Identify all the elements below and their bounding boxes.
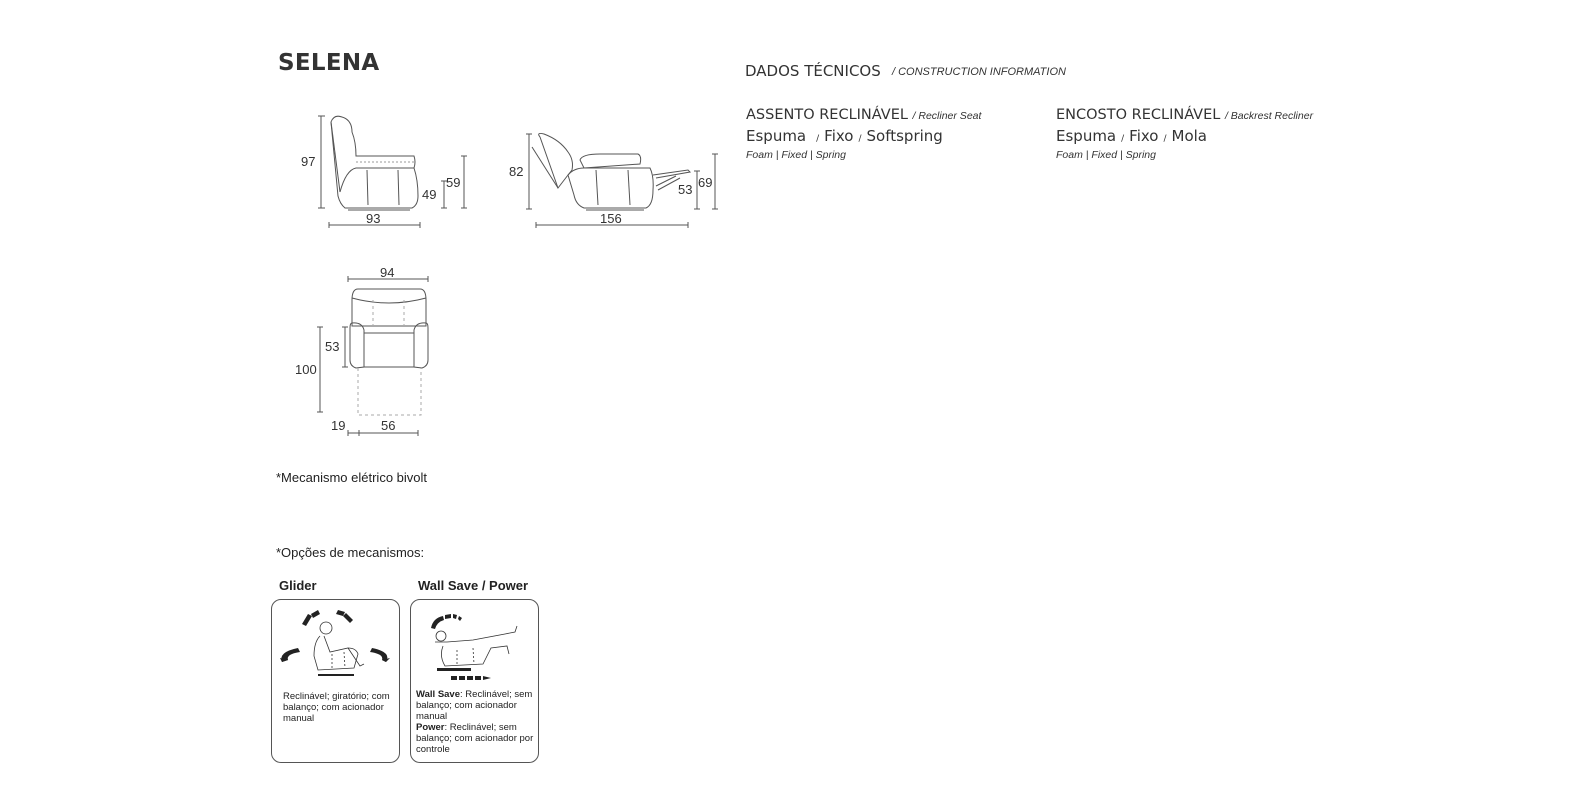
spec-back-material-3: Mola bbox=[1171, 127, 1207, 145]
dim-side-seat-height: 49 bbox=[422, 187, 437, 202]
mechanism-wallsave-title: Wall Save / Power bbox=[418, 578, 529, 593]
mechanism-glider-card bbox=[271, 599, 400, 763]
dim-top-arm-width: 19 bbox=[331, 418, 346, 433]
dim-top-width: 94 bbox=[380, 265, 395, 280]
spec-back-material-2: Fixo bbox=[1129, 127, 1159, 145]
dim-reclined-footrest-height: 53 bbox=[678, 182, 693, 197]
dim-side-arm-height: 59 bbox=[446, 175, 461, 190]
wall-save-recliner-icon bbox=[427, 606, 527, 682]
technical-subtitle: / CONSTRUCTION INFORMATION bbox=[892, 66, 1066, 78]
mechanism-wallsave-card bbox=[410, 599, 539, 763]
dim-reclined-height: 82 bbox=[509, 164, 524, 179]
power-label: Power bbox=[416, 722, 445, 733]
spec-seat-materials-en: Foam | Fixed | Spring bbox=[746, 149, 846, 161]
note-mechanism-options: *Opções de mecanismos: bbox=[276, 545, 425, 560]
dim-top-total-depth: 100 bbox=[295, 362, 317, 377]
dim-reclined-depth: 156 bbox=[600, 211, 622, 226]
spec-back-heading-en: / Backrest Recliner bbox=[1224, 110, 1314, 122]
mechanism-glider-description: Reclinável; giratório; com balanço; com acionador manual bbox=[283, 691, 390, 724]
mechanism-glider-title: Glider bbox=[279, 578, 317, 593]
spec-back-materials-en: Foam | Fixed | Spring bbox=[1056, 149, 1156, 161]
dim-side-depth: 93 bbox=[366, 211, 381, 226]
glider-swivel-recliner-icon bbox=[278, 606, 393, 686]
product-name: SELENA bbox=[278, 50, 380, 76]
dim-top-seat-width: 56 bbox=[381, 418, 396, 433]
note-electric-mechanism: *Mecanismo elétrico bivolt bbox=[276, 470, 428, 485]
spec-back-heading: ENCOSTO RECLINÁVEL bbox=[1056, 107, 1221, 123]
power-text: : Reclinável; sem balanço; com acionador por controle bbox=[416, 722, 534, 755]
spec-seat-heading-en: / Recliner Seat bbox=[912, 110, 982, 122]
wallsave-label: Wall Save bbox=[416, 689, 461, 700]
wallsave-text: : Reclinável; sem balanço; com acionador manual bbox=[416, 689, 533, 722]
dim-reclined-arm-height: 69 bbox=[698, 175, 713, 190]
separator: / bbox=[1121, 134, 1125, 144]
mechanism-wallsave-description bbox=[416, 689, 536, 755]
spec-back-material-1: Espuma bbox=[1056, 127, 1117, 145]
spec-seat-material-1: Espuma bbox=[746, 127, 807, 145]
dim-top-seat-depth: 53 bbox=[325, 339, 340, 354]
spec-seat-heading: ASSENTO RECLINÁVEL bbox=[746, 107, 908, 123]
spec-seat-material-3: Softspring bbox=[866, 127, 943, 145]
separator: / bbox=[816, 134, 820, 144]
separator: / bbox=[858, 134, 862, 144]
technical-title: DADOS TÉCNICOS bbox=[745, 62, 881, 80]
separator: / bbox=[1163, 134, 1167, 144]
spec-seat-material-2: Fixo bbox=[824, 127, 854, 145]
dim-side-height: 97 bbox=[301, 154, 316, 169]
